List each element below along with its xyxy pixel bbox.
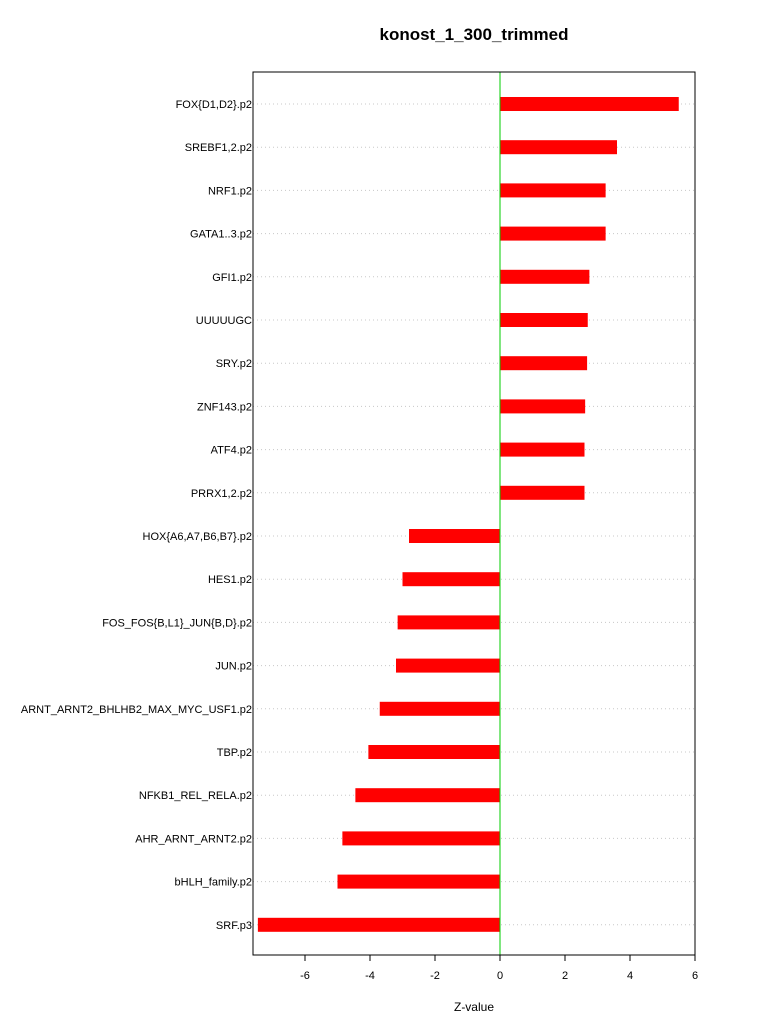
bar (500, 399, 585, 413)
category-label: FOS_FOS{B,L1}_JUN{B,D}.p2 (102, 617, 252, 630)
category-label: NFKB1_REL_RELA.p2 (138, 790, 252, 803)
bar (342, 831, 500, 845)
bar (368, 745, 500, 759)
x-axis-label: Z-value (453, 1000, 495, 1014)
category-label: bHLH_family.p2 (174, 876, 252, 889)
bar (500, 356, 587, 370)
x-tick-label: 4 (626, 970, 634, 982)
x-tick-label: 2 (561, 970, 569, 982)
bar (403, 572, 501, 586)
category-label: FOX{D1,D2}.p2 (175, 99, 252, 111)
category-label: SREBF1,2.p2 (184, 142, 252, 155)
x-tick-label: 6 (691, 970, 699, 982)
bar (500, 443, 585, 457)
x-tick-label: -4 (365, 970, 375, 982)
bar (500, 97, 679, 111)
category-labels (21, 99, 252, 932)
x-axis (300, 955, 698, 982)
bar (500, 140, 617, 154)
category-label: ARNT_ARNT2_BHLHB2_MAX_MYC_USF1.p2 (20, 703, 252, 716)
category-label: AHR_ARNT_ARNT2.p2 (135, 833, 252, 846)
category-label: TBP.p2 (216, 747, 252, 759)
bar (500, 183, 606, 197)
category-label: PRRX1,2.p2 (190, 487, 252, 500)
bars (258, 97, 679, 932)
bar (338, 875, 501, 889)
x-tick-label: 0 (496, 970, 504, 982)
category-label: ATF4.p2 (210, 444, 252, 457)
category-label: GATA1..3.p2 (190, 228, 252, 241)
category-label: SRY.p2 (215, 358, 252, 371)
x-tick-label: -2 (430, 970, 440, 982)
bar (500, 270, 589, 284)
bar (396, 659, 500, 673)
bar (500, 313, 588, 327)
category-label: JUN.p2 (215, 660, 252, 673)
bar (258, 918, 500, 932)
plot-frame (253, 72, 695, 955)
category-label: SRF.p3 (215, 919, 252, 932)
bar (355, 788, 500, 802)
category-label: HES1.p2 (207, 574, 252, 587)
bar (409, 529, 500, 543)
category-label: ZNF143.p2 (196, 401, 252, 414)
x-tick-label: -6 (300, 970, 310, 982)
bar (500, 486, 585, 500)
category-label: NRF1.p2 (207, 185, 252, 198)
bar (398, 615, 500, 629)
bar (500, 227, 606, 241)
chart-title: konost_1_300_trimmed (379, 25, 569, 44)
category-label: UUUUUGC (195, 315, 252, 327)
category-label: GFI1.p2 (212, 271, 252, 284)
bar (380, 702, 500, 716)
category-label: HOX{A6,A7,B6,B7}.p2 (142, 531, 252, 543)
